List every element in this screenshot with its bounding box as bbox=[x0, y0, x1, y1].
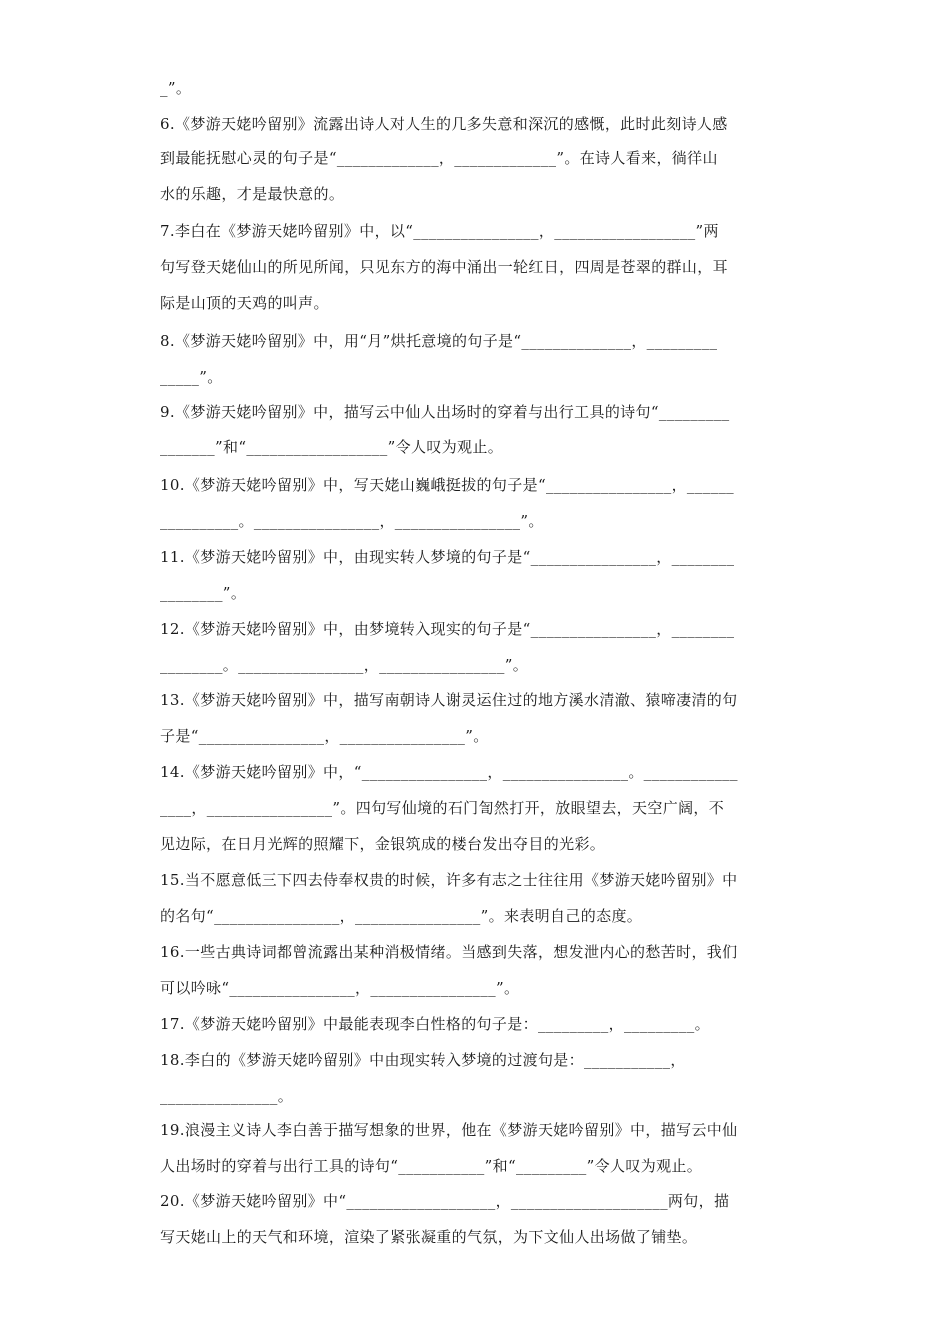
question-12-line-2: ________。________________，________________”。 bbox=[160, 656, 529, 674]
question-18-line-1: 18.李白的《梦游天姥吟留别》中由现实转入梦境的过渡句是：___________， bbox=[160, 1051, 686, 1069]
text-line: _”。 bbox=[160, 79, 192, 97]
question-10-line-2: __________。________________，________________”。 bbox=[160, 512, 544, 530]
question-13-line-2: 子是“________________，________________”。 bbox=[160, 727, 489, 745]
question-18-line-2: _______________。 bbox=[160, 1087, 294, 1105]
question-6-line-1: 6.《梦游天姥吟留别》流露出诗人对人生的几多失意和深沉的感慨，此时此刻诗人感 bbox=[160, 115, 728, 133]
question-8-line-2: _____”。 bbox=[160, 368, 223, 386]
question-8-line-1: 8.《梦游天姥吟留别》中，用“月”烘托意境的句子是“______________，_________ bbox=[160, 332, 718, 350]
question-14-line-2: ____，________________”。四句写仙境的石门訇然打开，放眼望去，天空广阔，不 bbox=[160, 799, 725, 817]
question-6-line-2: 到最能抚慰心灵的句子是“_____________，_____________”。在诗人看来，徜徉山 bbox=[160, 149, 718, 167]
question-12-line-1: 12.《梦游天姥吟留别》中，由梦境转入现实的句子是“________________，________ bbox=[160, 620, 735, 638]
question-10-line-1: 10.《梦游天姥吟留别》中，写天姥山巍峨挺拔的句子是“________________，______ bbox=[160, 476, 735, 494]
question-17-line-1: 17.《梦游天姥吟留别》中最能表现李白性格的句子是：_________，_________。 bbox=[160, 1015, 710, 1033]
question-9-line-2: _______”和“__________________”令人叹为观止。 bbox=[160, 438, 504, 456]
question-7-line-1: 7.李白在《梦游天姥吟留别》中，以“________________，__________________”两 bbox=[160, 222, 719, 240]
question-16-line-1: 16.一些古典诗词都曾流露出某种消极情绪。当感到失落，想发泄内心的愁苦时，我们 bbox=[160, 943, 738, 961]
question-7-line-2: 句写登天姥仙山的所见所闻，只见东方的海中涌出一轮红日，四周是苍翠的群山，耳 bbox=[160, 258, 728, 276]
question-14-line-1: 14.《梦游天姥吟留别》中，“________________，________________。____________ bbox=[160, 763, 738, 781]
question-16-line-2: 可以吟咏“________________，________________”。 bbox=[160, 979, 520, 997]
question-19-line-2: 人出场时的穿着与出行工具的诗句“___________”和“_________”令人叹为观止。 bbox=[160, 1157, 703, 1175]
question-13-line-1: 13.《梦游天姥吟留别》中，描写南朝诗人谢灵运住过的地方溪水清澈、猿啼凄清的句 bbox=[160, 691, 738, 709]
question-11-line-2: ________”。 bbox=[160, 584, 247, 602]
question-6-line-3: 水的乐趣，才是最快意的。 bbox=[160, 185, 345, 203]
question-15-line-2: 的名句“________________，________________”。来表明自己的态度。 bbox=[160, 907, 643, 925]
question-14-line-3: 见边际，在日月光辉的照耀下，金银筑成的楼台发出夺目的光彩。 bbox=[160, 835, 606, 853]
question-15-line-1: 15.当不愿意低三下四去侍奉权贵的时候，许多有志之士往往用《梦游天姥吟留别》中 bbox=[160, 871, 738, 889]
question-20-line-1: 20.《梦游天姥吟留别》中“___________________，____________________两句，描 bbox=[160, 1192, 730, 1210]
question-9-line-1: 9.《梦游天姥吟留别》中，描写云中仙人出场时的穿着与出行工具的诗句“_________ bbox=[160, 403, 730, 421]
question-11-line-1: 11.《梦游天姥吟留别》中，由现实转人梦境的句子是“________________，________ bbox=[160, 548, 735, 566]
question-19-line-1: 19.浪漫主义诗人李白善于描写想象的世界，他在《梦游天姥吟留别》中，描写云中仙 bbox=[160, 1121, 738, 1139]
question-20-line-2: 写天姥山上的天气和环境，渲染了紧张凝重的气氛，为下文仙人出场做了铺垫。 bbox=[160, 1228, 698, 1246]
question-7-line-3: 际是山顶的天鸡的叫声。 bbox=[160, 294, 329, 312]
